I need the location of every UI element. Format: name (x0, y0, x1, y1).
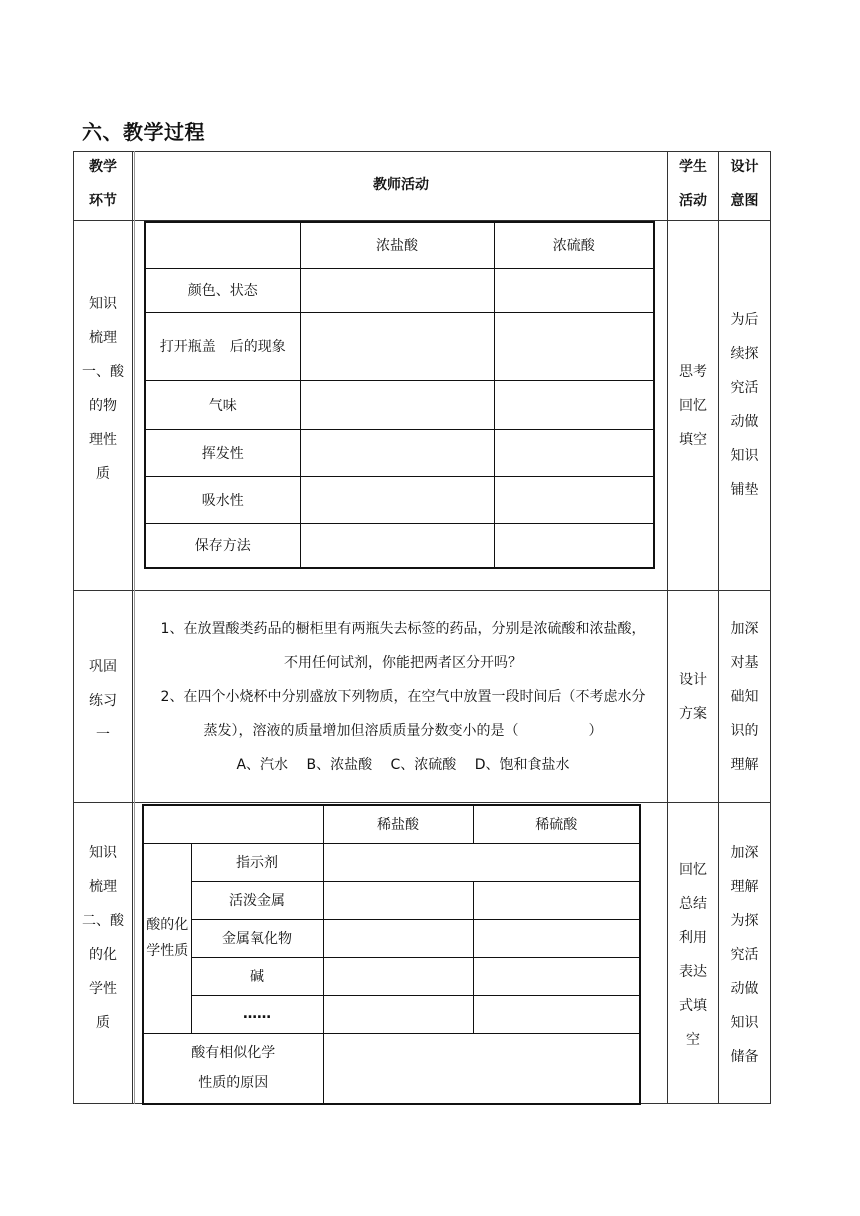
header-col-teacher: 教师活动 (373, 177, 429, 193)
table-corner (145, 222, 300, 268)
table-cell (323, 843, 640, 881)
table-cell (300, 429, 494, 476)
table-cell (323, 919, 473, 957)
group-label-chemical-properties: 酸的化 学性质 (143, 843, 191, 1033)
row1-student-activity: 思考 回忆 填空 (679, 364, 707, 448)
row-label: 气味 (145, 380, 300, 429)
row1-design-intent: 为后 续探 究活 动做 知识 铺垫 (730, 312, 759, 498)
table-cell (323, 1033, 640, 1104)
exercise-options: A、汽水 B、浓盐酸 C、浓硫酸 D、饱和食盐水 (236, 757, 570, 773)
table-cell (473, 919, 640, 957)
row-label: …… (191, 995, 323, 1033)
table-cell (300, 476, 494, 523)
row-label: 活泼金属 (191, 881, 323, 919)
table-cell (300, 523, 494, 568)
table-cell (323, 957, 473, 995)
table-cell (300, 312, 494, 380)
exercise-line-4: 蒸发），溶液的质量增加但溶质质量分数变小的是（ ） (203, 723, 603, 739)
table-cell (473, 957, 640, 995)
row2-section-label: 巩固 练习 一 (89, 659, 117, 743)
table-cell (323, 995, 473, 1033)
row2-student-activity: 设计 方案 (679, 672, 707, 722)
row-label-reason: 酸有相似化学 性质的原因 (143, 1033, 323, 1104)
section-heading: 六、教学过程 (82, 120, 205, 144)
row1-section-label: 知识 梳理 一、酸 的物 理性 质 (82, 296, 124, 482)
row-label: 指示剂 (191, 843, 323, 881)
header-col-section: 教学 环节 (89, 159, 117, 209)
col-concentrated-h2so4: 浓硫酸 (494, 222, 654, 268)
row-label: 保存方法 (145, 523, 300, 568)
table-cell (300, 268, 494, 312)
row-label: 金属氧化物 (191, 919, 323, 957)
chemical-properties-table (142, 804, 641, 1105)
table-cell (473, 881, 640, 919)
col-concentrated-hcl: 浓盐酸 (300, 222, 494, 268)
row-label: 吸水性 (145, 476, 300, 523)
table-cell (494, 523, 654, 568)
table-cell (494, 312, 654, 380)
table-cell (494, 268, 654, 312)
row3-student-activity: 回忆 总结 利用 表达 式填 空 (679, 862, 707, 1048)
table-cell (473, 995, 640, 1033)
row3-design-intent: 加深 理解 为探 究活 动做 知识 储备 (730, 845, 759, 1065)
row2-design-intent: 加深 对基 础知 识的 理解 (730, 621, 759, 773)
table-cell (300, 380, 494, 429)
exercise-line-1: 1、在放置酸类药品的橱柜里有两瓶失去标签的药品，分别是浓硫酸和浓盐酸， (160, 621, 646, 637)
table-corner (143, 805, 323, 843)
table-cell (494, 429, 654, 476)
col-dilute-hcl: 稀盐酸 (323, 805, 473, 843)
col-dilute-h2so4: 稀硫酸 (473, 805, 640, 843)
table-cell (494, 380, 654, 429)
table-cell (494, 476, 654, 523)
physical-properties-table (144, 221, 655, 569)
header-col-intent: 设计 意图 (730, 159, 759, 209)
row-label: 颜色、状态 (145, 268, 300, 312)
row-label: 挥发性 (145, 429, 300, 476)
exercise-line-3: 2、在四个小烧杯中分别盛放下列物质，在空气中放置一段时间后（不考虑水分 (160, 689, 646, 705)
row3-section-label: 知识 梳理 二、酸 的化 学性 质 (82, 845, 124, 1031)
exercise-line-2: 不用任何试剂，你能把两者区分开吗？ (284, 655, 522, 671)
row-label: 打开瓶盖 后的现象 (145, 312, 300, 380)
table-cell (323, 881, 473, 919)
header-col-student: 学生 活动 (679, 159, 707, 209)
row-label: 碱 (191, 957, 323, 995)
